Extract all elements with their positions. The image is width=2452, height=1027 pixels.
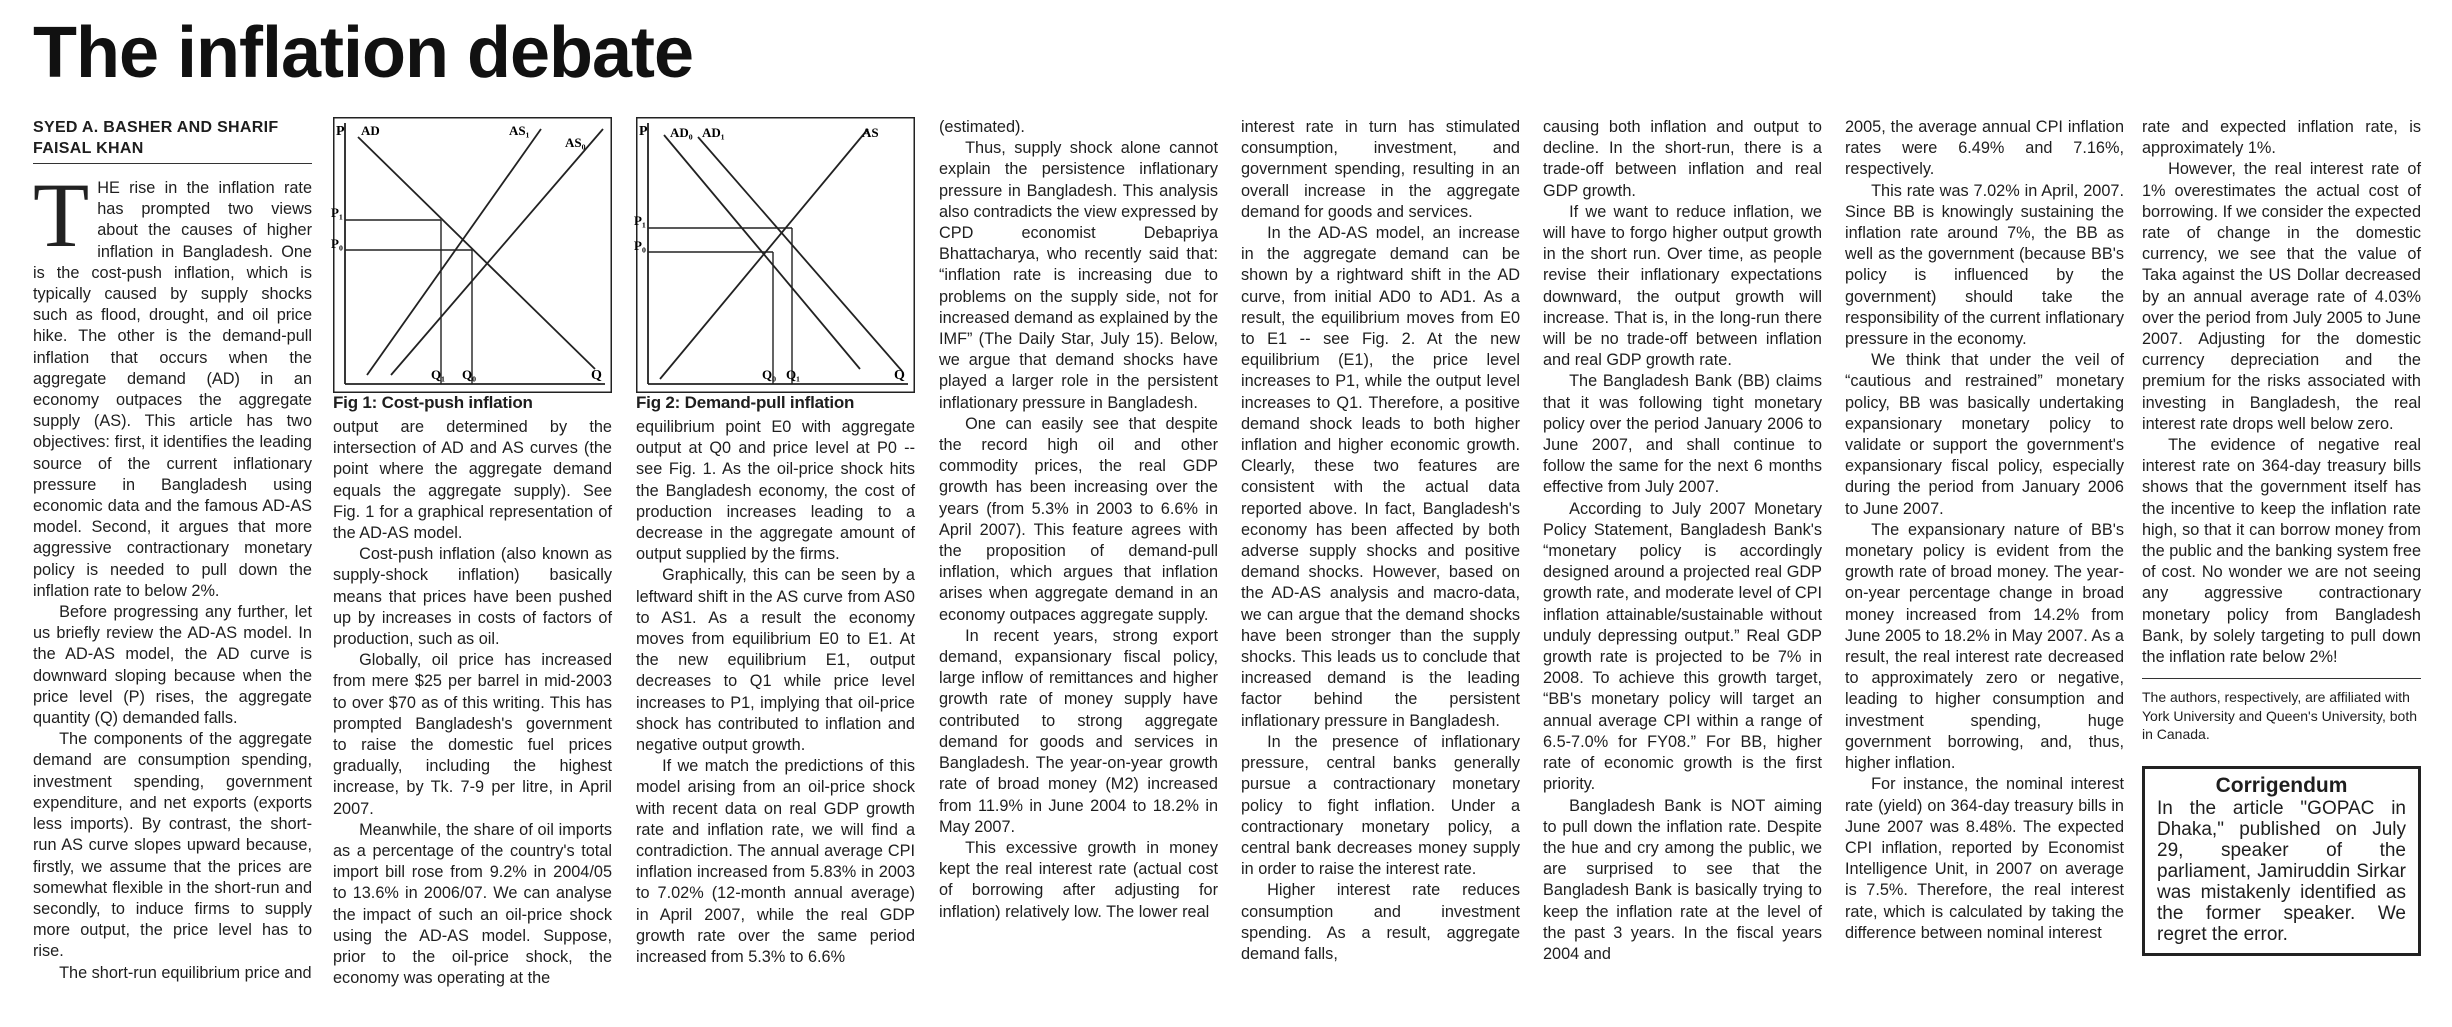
column-5	[1241, 117, 1520, 1022]
as1-curve	[367, 129, 541, 375]
paragraph: Bangladesh Bank is NOT aiming to pull down the inflation rate. Despite the hue and cry among the public, we are surprised to see that the Bangladesh Bank is basically trying to keep the inflation rate at the level of the past 3 years. In the fiscal years 2004 and	[1543, 796, 1822, 963]
paragraph: In recent years, strong export demand, expansionary fiscal policy, large inflow of remittances and higher growth rate of money supply have contributed to strong aggregate demand for goods and services in Bangladesh. The year-on-year growth rate of broad money (M2) increased from 11.9% in June 2004 to 18.2% in May 2007.	[939, 626, 1218, 836]
paragraph: Thus, supply shock alone cannot explain the persistence inflationary pressure in Bangladesh. This analysis also contradicts the view expressed by CPD economist Debapriya Bhattacharya, who recently said that: “inflation rate is increasing due to problems on the supply side, not for increased demand as explained by the IMF” (The Daily Star, July 15). Below, we argue that demand shocks have played a larger role in the persistent inflationary pressure in Bangladesh.	[939, 139, 1218, 412]
paragraph: causing both inflation and output to decline. In the short-run, there is a trade-off between inflation and real GDP growth.	[1543, 118, 1822, 200]
paragraph: The short-run equilibrium price and	[59, 963, 312, 982]
ad-label: AD	[361, 123, 380, 138]
paragraph: We think that under the veil of “cautious and restrained” monetary policy, BB was basically undertaking expansionary monetary policy to validate or support the government's expansionary fiscal policy, especially during the period from January 2006 to June 2007.	[1845, 351, 2124, 518]
as1-label: AS₁	[509, 123, 530, 138]
paragraph: THE rise in the inflation rate has prompted two views about the causes of higher inflation in Bangladesh. One is the cost-push inflation, which is typically caused by supply shocks such as flood, drought, and oil price hike. The other is the demand-pull inflation that occurs when the aggregate demand (AD) in an economy outpaces the aggregate supply (AS). This article has two objectives: first, it identifies the leading source of the current inflationary pressure in Bangladesh using economic data and the famous AD-AS model. Second, it argues that more aggressive contractionary monetary policy is needed to pull down the inflation rate to below 2%.	[33, 164, 312, 600]
p0-label: P₀	[331, 236, 343, 251]
column-2	[333, 117, 612, 1022]
paragraph: This rate was 7.02% in April, 2007. Since BB is knowingly sustaining the inflation rate around 7%, the BB as well as the government (because BB's policy is influenced by the government) should take the responsibility of the current inflationary pressure in the economy.	[1845, 181, 2124, 349]
q1-label: Q₁	[786, 367, 801, 382]
column-4	[939, 117, 1218, 1022]
paragraph: (estimated).	[939, 118, 1025, 136]
cost-push-diagram	[333, 117, 612, 393]
corrigendum-box	[2142, 766, 2421, 956]
paragraph: This excessive growth in money kept the real interest rate (actual cost of borrowing after adjusting for inflation) relatively low. The lower real	[939, 838, 1218, 921]
p1-label: P₁	[634, 213, 646, 228]
paragraph: output are determined by the intersection of AD and AS curves (the point where the aggregate demand equals the aggregate supply). See Fig. 1 for a graphical representation of the AD-AS model.	[333, 418, 612, 543]
figure-demand-pull	[634, 117, 915, 412]
figure-caption: Fig 2: Demand-pull inflation	[636, 393, 855, 412]
column-1	[33, 117, 312, 1022]
ad1-curve	[698, 137, 902, 371]
demand-pull-diagram	[636, 117, 915, 393]
column-8	[2142, 117, 2421, 1022]
column-3	[636, 117, 915, 1022]
paragraph: However, the real interest rate of 1% overestimates the actual cost of borrowing. If we consider the expected rate of change in the domestic currency, we see that the value of Taka against the US Dollar decreased by an annual average rate of 4.03% over the period from July 2005 to June 2007. Adjusting for the domestic currency depreciation and the premium for the risks associated with investing in Bangladesh, the real interest rate drops well below zero.	[2142, 160, 2421, 433]
figure-frame	[637, 118, 915, 393]
paragraph: According to July 2007 Monetary Policy Statement, Bangladesh Bank's “monetary policy is accordingly designed around a projected real GDP growth rate, and moderate level of CPI inflation attainable/sustainable without unduly depressing output.” Real GDP growth rate is projected to be 7% in 2008. To achieve this growth target, “BB's monetary policy will target an annual average CPI within a range of 6.5-7.0% for FY08.” For BB, higher rate of economic growth is the first priority.	[1543, 499, 1822, 794]
paragraph: equilibrium point E0 with aggregate output at Q0 and price level at P0 -- see Fig. 1. As the oil-price shock hits the Bangladesh economy, the cost of production increases leading to a decrease in the aggregate amount of output supplied by the firms.	[636, 418, 915, 564]
paragraph: interest rate in turn has stimulated consumption, investment, and government spending, resulting in an overall increase in the aggregate demand for goods and services.	[1241, 118, 1520, 221]
paragraph: For instance, the nominal interest rate (yield) on 364-day treasury bills in June 2007 was 8.48%. The expected CPI inflation, reported by Economist Intelligence Unit, in 2007 on average is 7.5%. Therefore, the real interest rate, which is calculated by taking the difference between nominal interest	[1845, 775, 2124, 942]
paragraph: In the AD-AS model, an increase in the aggregate demand can be shown by a rightward shift in the AD curve, from initial AD0 to AD1. As a result, the equilibrium moves from E0 to E1 -- see Fig. 2. At the new equilibrium (E1), the price level increases to P1, while the output level increases to Q1. Therefore, a positive demand shock leads to both higher inflation and higher economic growth. Clearly, these two features are consistent with the actual data reported above. In fact, Bangladesh's economy has been affected by both adverse supply shocks and positive demand shocks. However, based on the AD-AS analysis and macro-data, we can argue that the demand shocks have been stronger than the supply shocks. This leads us to conclude that increased demand is the leading factor behind the persistent inflationary pressure in Bangladesh.	[1241, 224, 1520, 730]
paragraph: The evidence of negative real interest rate on 364-day treasury bills shows that the government itself has the incentive to keep the inflation rate high, so that it can borrow money from the public and the banking system free of cost. No wonder we are not seeing any aggressive contractionary monetary policy from Bangladesh Bank, by solely targeting to pull down the inflation rate below 2%!	[2142, 436, 2421, 667]
paragraph: If we want to reduce inflation, we will have to forgo higher output growth in the short run. Over time, as people revise their inflationary expectations downward, the output growth will increase. That is, in the long-run there will be no trade-off between inflation and real GDP growth rate.	[1543, 202, 1822, 370]
paragraph: In the presence of inflationary pressure, central banks generally pursue a contractionary monetary policy to fight inflation. Under a contractionary monetary policy, a central bank decreases money supply in order to raise the interest rate.	[1241, 732, 1520, 879]
paragraph: Higher interest rate reduces consumption and investment spending. As a result, aggregate demand falls,	[1241, 881, 1520, 963]
p-label: P	[336, 124, 345, 139]
p0-label: P₀	[634, 238, 646, 253]
figure-caption: Fig 1: Cost-push inflation	[333, 393, 533, 412]
headline: The inflation debate	[33, 13, 694, 93]
author-note: The authors, respectively, are affiliated with York University and Queen's University, both in Canada.	[2142, 678, 2421, 744]
as0-label: AS₀	[565, 135, 586, 150]
q-label: Q	[894, 368, 905, 383]
paragraph: Before progressing any further, let us briefly review the AD-AS model. In the AD-AS model, the AD curve is downward sloping because when the price level (P) rises, the aggregate quantity (Q) demanded falls.	[33, 603, 312, 728]
q0-label: Q₀	[762, 367, 777, 382]
column-6	[1543, 117, 1822, 1022]
paragraph: One can easily see that despite the record high oil and other commodity prices, the real GDP growth has been increasing over the years (from 5.3% in 2003 to 6.6% in April 2007). This feature agrees with the proposition of demand-pull inflation, which argues that inflation arises when aggregate demand in an economy outpaces aggregate supply.	[939, 414, 1218, 624]
corrigendum-title: Corrigendum	[2215, 773, 2348, 797]
q1-label: Q₁	[431, 367, 446, 382]
corrigendum-text: In the article "GOPAC in Dhaka," published on July 29, speaker of the parliament, Jamiruddin Sirkar was mistakenly identified as the former speaker. We regret the error.	[2157, 797, 2406, 945]
paragraph: Graphically, this can be seen by a leftward shift in the AS curve from AS0 to AS1. As a result the economy moves from equilibrium E0 to E1. At the new equilibrium E1, output decreases to Q1 while price level increases to P1, implying that oil-price shock has contributed to inflation and negative output growth.	[636, 566, 915, 755]
paragraph: rate and expected inflation rate, is approximately 1%.	[2142, 118, 2421, 158]
figure-cost-push	[331, 117, 612, 412]
as-label: AS	[862, 125, 879, 140]
p-label: P	[639, 124, 648, 139]
paragraph: The components of the aggregate demand are consumption spending, investment spending, government expenditure, and net exports (exports less imports). By contrast, the short-run AS curve slopes upward because, firstly, we assume that the prices are somewhat flexible in the short-run and secondly, to induce firms to supply more output, the price level has to rise.	[33, 730, 312, 961]
paragraph: If we match the predictions of this model arising from an oil-price shock with recent data on real GDP growth rate and inflation rate, we will find a contradiction. The annual average CPI inflation increased from 5.83% in 2003 to 7.02% (12-month annual average) in April 2007, while the real GDP growth rate over the same period increased from 5.3% to 6.6%	[636, 757, 915, 967]
paragraph: The Bangladesh Bank (BB) claims that it was following tight monetary policy over the period January 2006 to June 2007, and shall continue to follow the same for the next 6 months effective from July 2007.	[1543, 372, 1822, 497]
ad1-label: AD₁	[702, 125, 725, 140]
dropcap: T	[33, 164, 90, 266]
column-7	[1845, 117, 2124, 1022]
ad0-label: AD₀	[670, 125, 693, 140]
q-label: Q	[591, 368, 602, 383]
paragraph: Globally, oil price has increased from mere $25 per barrel in mid-2003 to over $70 as of this writing. This has prompted Bangladesh's government to raise the domestic fuel prices gradually, including the highest increase, by Tk. 7-9 per litre, in April 2007.	[333, 651, 612, 818]
paragraph: 2005, the average annual CPI inflation rates were 6.49% and 7.16%, respectively.	[1845, 118, 2124, 179]
paragraph: Meanwhile, the share of oil imports as a percentage of the country's total import bill rose from 9.2% in 2004/05 to 13.6% in 2006/07. We can analyse the impact of such an oil-price shock using the AD-AS model. Suppose, prior to the oil-price shock, the economy was operating at the	[333, 820, 612, 988]
ad-curve	[358, 137, 595, 369]
paragraph: The expansionary nature of BB's monetary policy is evident from the growth rate of broad money. The year-on-year percentage change in broad money increased from 14.2% from June 2005 to 18.2% in May 2007. As a result, the real interest rate decreased to approximately zero or negative, leading to higher consumption and investment spending, huge government borrowing, and, thus, higher inflation.	[1845, 520, 2124, 773]
paragraph: Cost-push inflation (also known as supply-shock inflation) basically means that prices have been pushed up by increases in costs of factors of production, such as oil.	[333, 545, 612, 649]
as0-curve	[391, 129, 603, 375]
byline: SYED A. BASHER AND SHARIF FAISAL KHAN	[33, 117, 312, 164]
p1-label: P₁	[331, 205, 343, 220]
q0-label: Q₀	[462, 367, 477, 382]
